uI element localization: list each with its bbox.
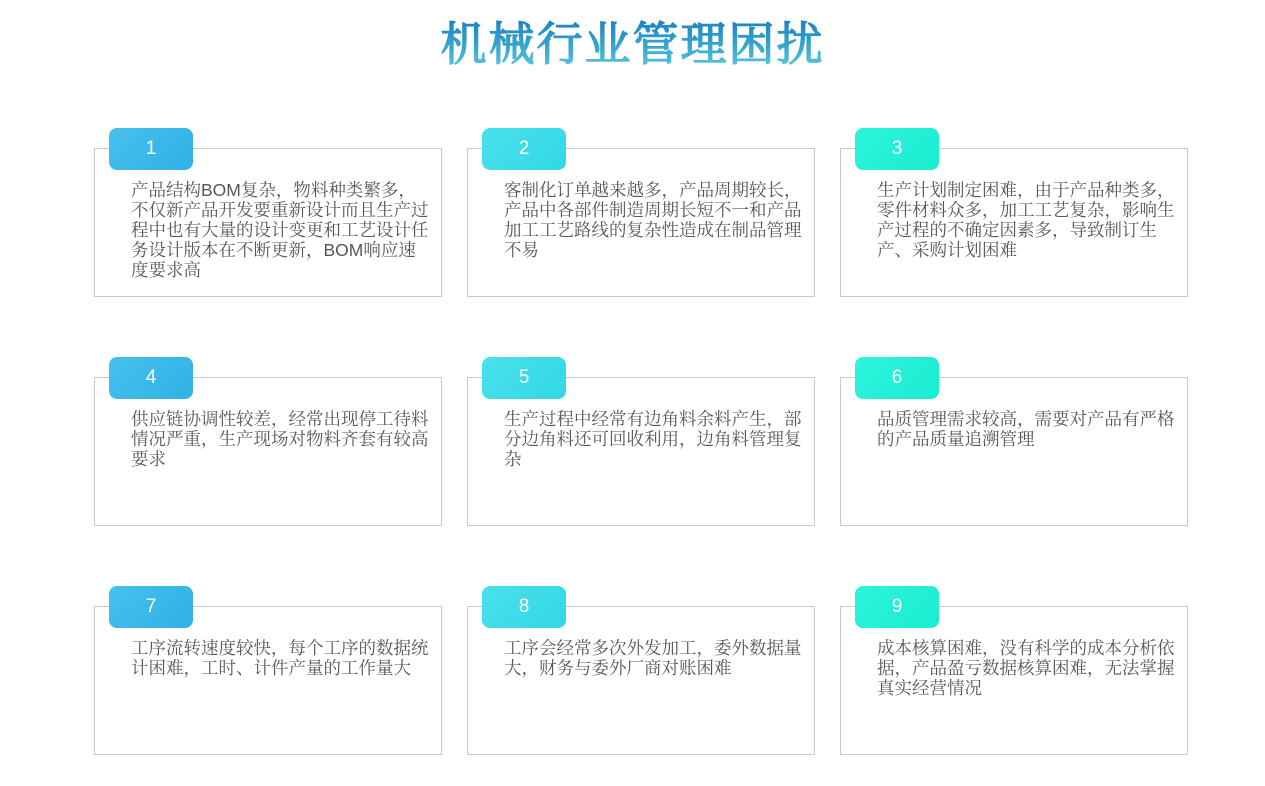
card-text: 品质管理需求较高，需要对产品有严格的产品质量追溯管理 [877, 409, 1175, 449]
card-text: 工序流转速度较快，每个工序的数据统计困难，工时、计件产量的工作量大 [131, 638, 429, 678]
challenge-card-2 [467, 138, 815, 297]
card-number-badge: 6 [855, 357, 939, 399]
challenge-card-3 [840, 138, 1188, 297]
card-text: 客制化订单越来越多，产品周期较长，产品中各部件制造周期长短不一和产品加工工艺路线的复杂性造成在制品管理不易 [504, 180, 802, 260]
card-number-badge: 9 [855, 586, 939, 628]
card-text: 供应链协调性较差，经常出现停工待料情况严重，生产现场对物料齐套有较高要求 [131, 409, 429, 469]
card-text: 生产过程中经常有边角料余料产生，部分边角料还可回收利用，边角料管理复杂 [504, 409, 802, 469]
card-text: 生产计划制定困难，由于产品种类多，零件材料众多，加工工艺复杂，影响生产过程的不确定因素多，导致制订生产、采购计划困难 [877, 180, 1175, 260]
card-number-badge: 1 [109, 128, 193, 170]
challenge-card-8 [467, 596, 815, 755]
card-number-badge: 8 [482, 586, 566, 628]
card-number-badge: 4 [109, 357, 193, 399]
card-number-badge: 7 [109, 586, 193, 628]
card-text: 工序会经常多次外发加工，委外数据量大，财务与委外厂商对账困难 [504, 638, 802, 678]
challenge-card-5 [467, 367, 815, 526]
challenge-card-1 [94, 138, 442, 297]
challenge-card-9 [840, 596, 1188, 755]
challenge-card-grid [94, 138, 1188, 755]
challenge-card-4 [94, 367, 442, 526]
card-number-badge: 2 [482, 128, 566, 170]
page-title: 机械行业管理困扰 [0, 16, 1265, 74]
card-text: 产品结构BOM复杂，物料种类繁多，不仅新产品开发要重新设计而且生产过程中也有大量的设计变更和工艺设计任务设计版本在不断更新，BOM响应速度要求高 [131, 180, 429, 280]
challenge-card-7 [94, 596, 442, 755]
card-number-badge: 3 [855, 128, 939, 170]
card-text: 成本核算困难，没有科学的成本分析依据，产品盈亏数据核算困难，无法掌握真实经营情况 [877, 638, 1175, 698]
card-number-badge: 5 [482, 357, 566, 399]
challenge-card-6 [840, 367, 1188, 526]
